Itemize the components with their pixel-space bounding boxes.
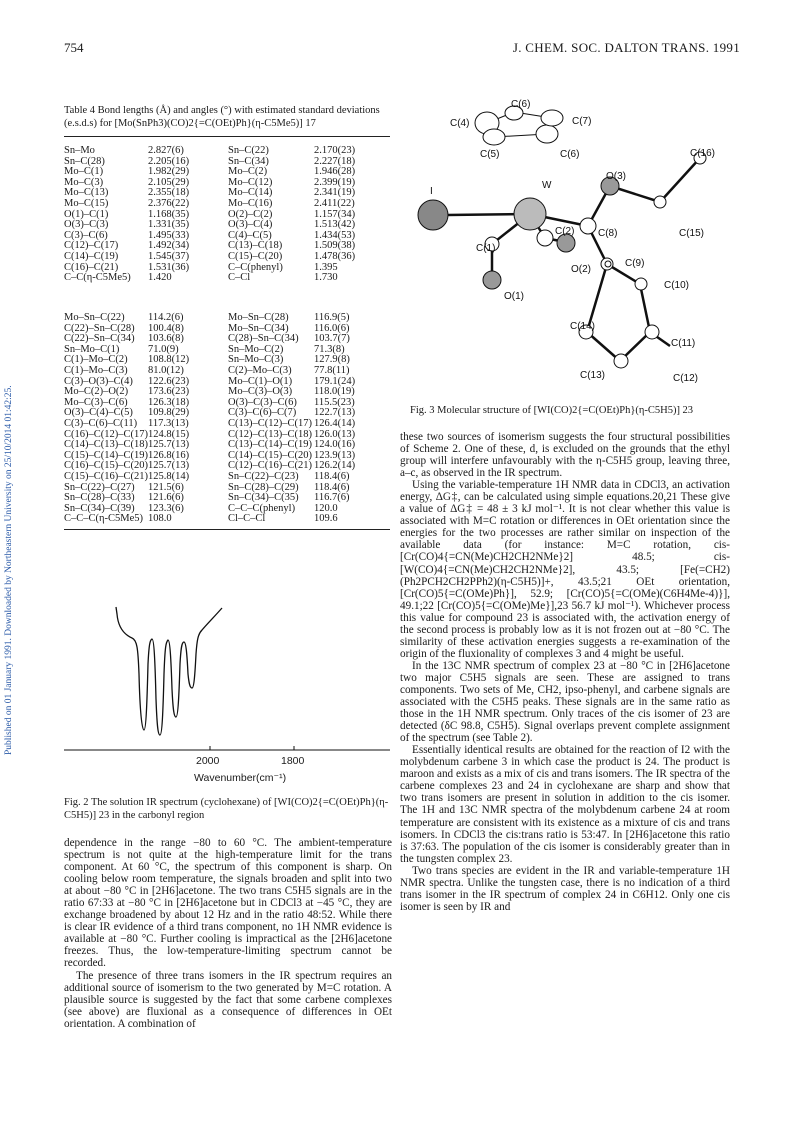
bond-label: Sn–C(28) — [64, 155, 105, 167]
molecular-structure — [400, 96, 730, 396]
bond-label: Sn–Mo — [64, 145, 95, 156]
bond-value: 126.2(14) — [314, 460, 356, 472]
bond-label: O(3)–C(3) — [64, 219, 109, 231]
bond-label: Sn–C(34)–C(39) — [64, 502, 135, 514]
bond-label: C(15)–C(20) — [228, 250, 283, 262]
label-c2: C(2) — [555, 226, 575, 237]
bond-value: 1.168(35) — [148, 208, 190, 220]
bond-value: 121.6(6) — [148, 492, 184, 504]
label-c15: C(15) — [679, 228, 705, 239]
label-c13: C(13) — [580, 370, 606, 381]
paragraph: Essentially identical results are obtained for the reaction of I2 with the molybdenum carbene 3 in which case the product is 24. The product is maroon and exists as a mix of cis and trans isomers. The IR spectra of the carbene complexes 23 and 24 in cyclohexane are sharp and show that two trans isomers are present in solution in addition to the cis isomer. The 1H and 13C NMR spectra of the molybdenum carbene 24 at room temperature are consistent with its existence as a mixture of cis and trans isomers. In CDCl3 the cis:trans ratio is 53:47. In [2H6]acetone this ratio is 37:63. The population of the cis isomer is considerably greater than in the tungsten complex 23. — [400, 744, 730, 865]
bond-label: C(16)–C(15)–C(20) — [64, 460, 148, 472]
bond-label: Sn–C(34) — [228, 155, 269, 167]
bond-label: Sn–C(22)–C(23) — [228, 470, 299, 482]
bond-label: Mo–C(1)–O(1) — [228, 375, 293, 387]
left-column — [64, 837, 392, 1030]
bond-label: O(3)–C(4) — [228, 219, 273, 231]
bond-value: 127.9(8) — [314, 354, 350, 366]
table-row — [64, 199, 392, 210]
label-c14: C(14) — [570, 321, 596, 332]
atom-w — [514, 198, 546, 230]
bond-value: 125.8(14) — [148, 470, 190, 482]
bond-label: Mo–C(16) — [228, 197, 273, 209]
download-note: Published on 01 January 1991. Downloaded by Northeastern University on 25/10/2014 01:42:25. — [4, 385, 14, 755]
bond-value: 116.9(5) — [314, 312, 350, 323]
label-c9: C(9) — [625, 258, 645, 269]
label-c10: C(10) — [664, 280, 690, 291]
label-c1: C(1) — [476, 243, 496, 254]
bond-label: C–Cl — [228, 272, 251, 284]
label-c4: C(4) — [450, 118, 470, 129]
table-row — [64, 514, 392, 525]
bond-label: C(22)–Sn–C(28) — [64, 322, 135, 334]
bond-value: 124.8(15) — [148, 428, 190, 440]
bond-label: C(2)–Mo–C(3) — [228, 364, 292, 376]
bond-value: 116.0(6) — [314, 322, 350, 334]
label-c7: C(7) — [572, 116, 592, 127]
bond-value: 115.5(23) — [314, 396, 355, 408]
bond-value: 1.509(38) — [314, 240, 356, 252]
atom-c12 — [614, 354, 628, 368]
label-c6: C(6) — [560, 149, 580, 160]
right-column — [400, 431, 730, 913]
bond-label: C(3)–C(6) — [64, 229, 108, 241]
bond-label: Sn–C(34)–C(35) — [228, 492, 299, 504]
bond-value: 116.7(6) — [314, 492, 350, 504]
table-row — [64, 366, 392, 377]
bond-value: 108.8(12) — [148, 354, 190, 366]
table4-caption: Table 4 Bond lengths (Å) and angles (°) with estimated standard deviations (e.s.d.s) for [Mo(SnPh3)(CO)2{=C(OEt)Ph}(η-C5Me5)] 17 — [64, 105, 380, 129]
bond-value: 1.492(34) — [148, 240, 190, 252]
bond-value: 122.7(13) — [314, 407, 356, 419]
bond-label: O(1)–C(1) — [64, 208, 109, 220]
bond-value: 2.105(29) — [148, 176, 190, 188]
bond-value: 2.399(19) — [314, 176, 356, 188]
bond-label: C(13)–C(18) — [228, 240, 283, 252]
bond-value: 126.8(16) — [148, 449, 190, 461]
bond-label: C(15)–C(16)–C(21) — [64, 470, 148, 482]
bond-label: C(13)–C(14)–C(19) — [228, 439, 312, 451]
bond-value: 173.6(23) — [148, 386, 190, 398]
bond-label: C(28)–Sn–C(34) — [228, 333, 299, 345]
bond-label: Mo–C(3)–C(6) — [64, 396, 128, 408]
bond-value: 117.3(13) — [148, 417, 189, 429]
bond-label: Cl–C–Cl — [228, 513, 266, 525]
table-row — [64, 252, 392, 263]
table-row — [64, 419, 392, 430]
bond-label: C–C(phenyl) — [228, 261, 283, 273]
table-top-rule — [64, 136, 390, 137]
bond-label: Mo–C(3) — [64, 176, 104, 188]
bond-value: 118.4(6) — [314, 481, 350, 493]
bond-value: 1.331(35) — [148, 219, 190, 231]
bond-value: 77.8(11) — [314, 364, 350, 376]
label-w: W — [542, 180, 552, 191]
bond-label: C(12)–C(17) — [64, 240, 119, 252]
paragraph: Using the variable-temperature 1H NMR data in CDCl3, an activation energy, ΔG‡, can be calculated using simple equations.20,21 These give a value of ΔG‡ = 48 ± 3 kJ mol⁻¹. It is not clear whether this value is associated with M=C rotation or differences in OEt orientation since the energies for the two processes are rather similar on inspection of the available data (for instance: M=C rotation, cis-[Cr(CO)4{=CN(Me)CH2CH2NMe}2] 48.5; cis- [W(CO)4{=CN(Me)CH2CH2NMe}2], 43.5; [Fe(=CH2)(Ph2PCH2CH2PPh2)(η-C5H5)]+, 43.5;21 OEt orientation, [Cr(CO)5{=C(OMe)Ph}], 52.9; [Cr(CO)5{=C(OMe)(C6H4Me-4)}], 49.1;22 [Cr(CO)5{=C(OMe)Me}],23 56.7 kJ mol⁻¹). Whichever process this value for compound 23 is associated with, the activation energy of the second process is probably low as it is not frozen out at −80 °C. The similarity of these activation energies suggests a re-examination of the origin of the fluxionality of complexes 3 and 4 might be useful. — [400, 479, 730, 660]
journal-header: J. CHEM. SOC. DALTON TRANS. 1991 — [512, 40, 740, 55]
bond-value: 71.3(8) — [314, 343, 345, 355]
bond-label: C–C–C(phenyl) — [228, 502, 296, 514]
bond-label: C(15)–C(14)–C(19) — [64, 449, 148, 461]
bond-value: 71.0(9) — [148, 343, 179, 355]
bond-label: Sn–Mo–C(2) — [228, 343, 284, 355]
bond-value: 2.227(18) — [314, 155, 356, 167]
bond-label: Mo–C(3)–O(3) — [228, 386, 293, 398]
label-i: I — [430, 186, 433, 197]
bond-value: 109.8(29) — [148, 407, 190, 419]
bond-label: C(16)–C(21) — [64, 261, 119, 273]
atom-c15 — [654, 196, 666, 208]
bond-value: 2.205(16) — [148, 155, 190, 167]
bond-label: Sn–C(22) — [228, 145, 269, 156]
bond-label: Mo–Sn–C(28) — [228, 312, 289, 323]
table-bottom-rule — [64, 529, 390, 530]
bond-value: 120.0 — [314, 502, 338, 514]
label-c6-top: C(6) — [511, 99, 531, 110]
bond-label: O(2)–C(2) — [228, 208, 273, 220]
ir-trace — [116, 607, 222, 735]
atom-c2 — [537, 230, 553, 246]
bond-label: Mo–Sn–C(22) — [64, 312, 125, 323]
bond-label: C(13)–C(12)–C(17) — [228, 417, 312, 429]
bond-label: C–C(η-C5Me5) — [64, 272, 131, 284]
bond-value: 114.2(6) — [148, 312, 184, 323]
bond-value: 1.434(53) — [314, 229, 356, 241]
bond-value: 1.157(34) — [314, 208, 356, 220]
bond-label: C(3)–C(6)–C(7) — [228, 407, 297, 419]
bond-label: C(4)–C(5) — [228, 229, 272, 241]
table-row — [64, 273, 392, 284]
bond-value: 1.420 — [148, 272, 172, 284]
bond-value: 126.0(13) — [314, 428, 356, 440]
bond-value: 118.4(6) — [314, 470, 350, 482]
bond-label: C–C–C(η-C5Me5) — [64, 513, 143, 525]
bond-value: 2.170(23) — [314, 145, 356, 156]
bond-label: Sn–Mo–C(1) — [64, 343, 120, 355]
bond-value: 125.7(13) — [148, 460, 190, 472]
bond-value: 2.341(19) — [314, 187, 356, 199]
label-c12: C(12) — [673, 373, 699, 384]
bond-value: 1.946(28) — [314, 166, 356, 178]
x-tick-1800: 1800 — [281, 755, 305, 767]
bond-value: 1.982(29) — [148, 166, 190, 178]
paragraph: dependence in the range −80 to 60 °C. The ambient-temperature spectrum is not quite at the high-temperature limit for the trans component. At 60 °C, the spectrum of this component is sharp. On cooling below room temperature, the signals broaden and split into two at about −80 °C in [2H6]acetone. The two trans C5H5 signals are in the ratio 67:33 at −80 °C in [2H6]acetone but in CDCl3 at −45 °C, they are exchange broadened by about 12 Hz and in the ratio 48:52. While there is clear IR evidence of a third trans component, no 1H NMR evidence is available at −80 °C. Further cooling is impractical as the [2H6]acetone freezes. Thus, the low-temperature-limiting spectrum cannot be recorded. — [64, 837, 392, 970]
label-c5: C(5) — [480, 149, 500, 160]
bond-label: C(1)–Mo–C(3) — [64, 364, 128, 376]
table-row — [64, 472, 392, 483]
atom-o1 — [483, 271, 501, 289]
bond-value: 108.0 — [148, 513, 172, 525]
bond-label: Mo–C(14) — [228, 187, 273, 199]
bond-label: C(12)–C(13)–C(18) — [228, 428, 312, 440]
bond-angles-table — [64, 313, 392, 525]
bond-label: C(16)–C(12)–C(17) — [64, 428, 148, 440]
bond-value: 125.7(13) — [148, 439, 190, 451]
bond-label: Mo–C(2)–O(2) — [64, 386, 129, 398]
x-axis-label: Wavenumber(cm⁻¹) — [194, 772, 287, 784]
label-c11: C(11) — [671, 338, 696, 349]
bond-label: O(3)–C(3)–C(6) — [228, 396, 297, 408]
paragraph: Two trans species are evident in the IR and variable-temperature 1H NMR spectra. Unlike the tungsten case, there is no indication of a third trans isomer in the IR spectrum of complex 24 in C6H12. Only one cis isomer is seen by IR and — [400, 864, 730, 913]
bond-label: Sn–C(22)–C(27) — [64, 481, 135, 493]
label-o3: O(3) — [606, 171, 626, 182]
bond-value: 1.513(42) — [314, 219, 356, 231]
atoms — [418, 152, 706, 368]
label-c16: C(16) — [690, 148, 716, 159]
bond-value: 109.6 — [314, 513, 338, 525]
paragraph: In the 13C NMR spectrum of complex 23 at −80 °C in [2H6]acetone two major C5H5 signals are seen. These are assigned to trans components. Two sets of Me, CH2, ipso-phenyl, and carbene signals are associated with the C5H5 peaks. These signals are in the same ratio as those in the 1H NMR spectrum. Only traces of the cis isomer of 23 are detected (δC 98.8, C5H5). Signal overlaps prevent complete assignment of the spectrum (see Table 2). — [400, 659, 730, 745]
bond-label: C(1)–Mo–C(2) — [64, 354, 128, 366]
atom-c10 — [635, 278, 647, 290]
atom-c11 — [645, 325, 659, 339]
cp-ring — [475, 106, 563, 145]
bond-value: 126.3(18) — [148, 396, 190, 408]
bond-label: Mo–Sn–C(34) — [228, 322, 289, 334]
bond-label: Sn–C(28)–C(29) — [228, 481, 299, 493]
ir-spectrum — [64, 604, 390, 764]
bond-value: 2.376(22) — [148, 197, 190, 209]
bond-value: 1.545(37) — [148, 250, 190, 262]
bond-value: 2.411(22) — [314, 197, 355, 209]
bond-label: Mo–C(12) — [228, 176, 273, 188]
bond-value: 118.0(19) — [314, 386, 355, 398]
bond-label: C(22)–Sn–C(34) — [64, 333, 135, 345]
bond-lengths-table — [64, 146, 392, 284]
bond-value: 121.5(6) — [148, 481, 184, 493]
bond-value: 81.0(12) — [148, 364, 184, 376]
bond-label: C(3)–O(3)–C(4) — [64, 375, 133, 387]
bond-value: 179.1(24) — [314, 375, 356, 387]
bond-value: 2.827(6) — [148, 145, 184, 156]
label-o1: O(1) — [504, 291, 524, 302]
bond-label: C(14)–C(15)–C(20) — [228, 449, 312, 461]
bond-value: 1.495(33) — [148, 229, 190, 241]
table-row — [64, 313, 392, 324]
bond-label: Sn–Mo–C(3) — [228, 354, 284, 366]
bond-label: C(14)–C(13)–C(18) — [64, 439, 148, 451]
bond-value: 124.0(16) — [314, 439, 356, 451]
atom-c8 — [580, 218, 596, 234]
bond-value: 103.7(7) — [314, 333, 350, 345]
table-row — [64, 146, 392, 157]
bond-label: C(3)–C(6)–C(11) — [64, 417, 138, 429]
bond-label: Sn–C(28)–C(33) — [64, 492, 135, 504]
page-number: 754 — [64, 40, 84, 55]
fig3-caption: Fig. 3 Molecular structure of [WI(CO)2{=C(OEt)Ph}(η-C5H5)] 23 — [410, 405, 694, 416]
label-c8: C(8) — [598, 228, 618, 239]
bond-value: 100.4(8) — [148, 322, 184, 334]
bond-label: Mo–C(13) — [64, 187, 109, 199]
bond-value: 1.478(36) — [314, 250, 356, 262]
fig2-caption: Fig. 2 The solution IR spectrum (cyclohexane) of [WI(CO)2{=C(OEt)Ph}(η-C5H5)] 23 in the carbonyl region — [64, 797, 389, 821]
x-tick-2000: 2000 — [196, 755, 220, 767]
bond-value: 1.395 — [314, 261, 338, 273]
bond-label: Mo–C(1) — [64, 166, 104, 178]
bond-value: 1.531(36) — [148, 261, 190, 273]
bond-value: 122.6(23) — [148, 375, 190, 387]
bond-label: Mo–C(15) — [64, 197, 109, 209]
label-o2: O(2) — [571, 264, 591, 275]
paragraph: The presence of three trans isomers in the IR spectrum requires an additional source of isomerism to the two generated by M=C rotation. A plausible source is suggested by the fact that some carbene complexes (see above) are fluxional as a consequence of differences in OEt orientation. A combination of — [64, 969, 392, 1030]
bond-label: Mo–C(2) — [228, 166, 268, 178]
bond-label: O(3)–C(4)–C(5) — [64, 407, 133, 419]
bond-value: 123.9(13) — [314, 449, 356, 461]
bond-value: 126.4(14) — [314, 417, 356, 429]
bond-value: 2.355(18) — [148, 187, 190, 199]
bond-label: C(12)–C(16)–C(21) — [228, 460, 312, 472]
bond-label: C(14)–C(19) — [64, 250, 119, 262]
paragraph: these two sources of isomerism suggests the four structural possibilities of Scheme 2. One of these, d, is excluded on the grounds that the ethyl group will interfere unfavourably with the η-C5H5 group, leaving three, a–c, as observed in the IR spectrum. — [400, 431, 730, 480]
atom-i — [418, 200, 448, 230]
atom-c14 — [605, 261, 611, 267]
bond-value: 1.730 — [314, 272, 338, 284]
bond-value: 123.3(6) — [148, 502, 184, 514]
bond-value: 103.6(8) — [148, 333, 184, 345]
